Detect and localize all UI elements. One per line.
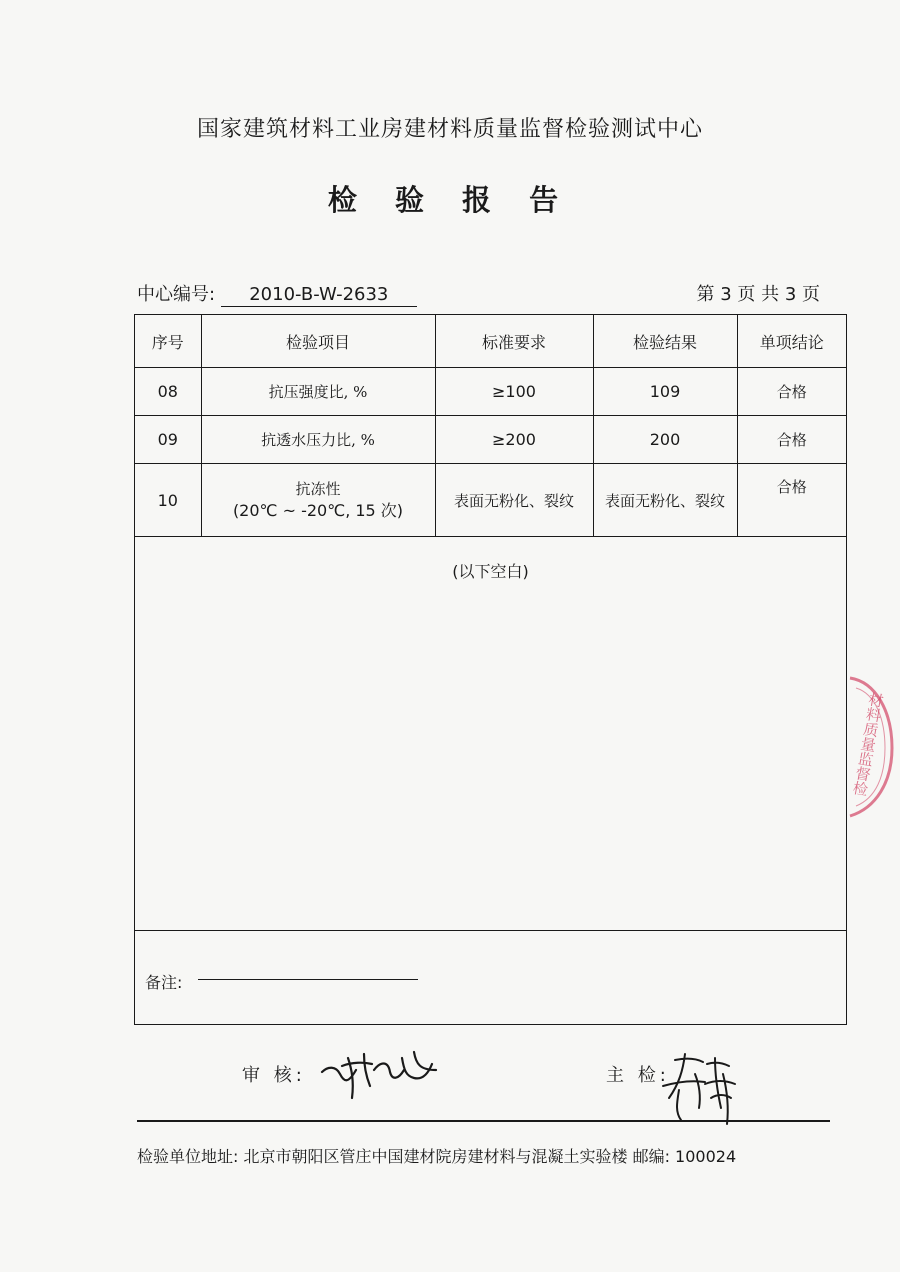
results-table (135, 315, 846, 537)
footer-divider (137, 1120, 830, 1122)
report-title: 检 验 报 告 (327, 183, 573, 217)
cell-requirement: 表面无粉化、裂纹 (435, 464, 593, 537)
cell-item: 抗压强度比, % (201, 368, 435, 416)
cell-no: 08 (135, 368, 201, 416)
inspector-label: 主 检: (606, 1065, 670, 1086)
header-no: 序号 (135, 315, 201, 368)
center-number-label: 中心编号: (137, 284, 216, 305)
cell-requirement: ≥100 (435, 368, 593, 416)
footer-address: 检验单位地址: 北京市朝阳区管庄中国建材院房建材料与混凝土实验楼 邮编: 100024 (137, 1147, 737, 1166)
inspector-signature (655, 1050, 745, 1130)
cell-item-line2: (20℃ ~ -20℃, 15 次) (232, 501, 404, 520)
center-number (137, 280, 417, 307)
table-row (135, 464, 846, 537)
org-name: 国家建筑材料工业房建材料质量监督检验测试中心 (196, 117, 703, 142)
cell-result: 109 (593, 368, 737, 416)
cell-result: 表面无粉化、裂纹 (593, 464, 737, 537)
remarks-line (198, 979, 418, 980)
reviewer-signature (318, 1040, 443, 1100)
header-item: 检验项目 (201, 315, 435, 368)
table-row (135, 368, 846, 416)
remarks-label: 备注: (145, 973, 183, 992)
cell-conclusion: 合格 (737, 464, 846, 537)
header-conclusion: 单项结论 (737, 315, 846, 368)
cell-conclusion: 合格 (737, 368, 846, 416)
cell-requirement: ≥200 (435, 416, 593, 464)
cell-item-line1: 抗冻性 (295, 480, 341, 498)
cell-item: 抗透水压力比, % (201, 416, 435, 464)
cell-no: 10 (135, 464, 201, 537)
cell-item (201, 464, 435, 537)
remarks-divider (135, 930, 846, 931)
cell-conclusion: 合格 (737, 416, 846, 464)
page-info: 第 3 页 共 3 页 (696, 284, 820, 305)
header-result: 检验结果 (593, 315, 737, 368)
header-requirement: 标准要求 (435, 315, 593, 368)
reviewer-label: 审 核: (242, 1065, 306, 1086)
center-number-value: 2010-B-W-2633 (221, 284, 417, 307)
table-header-row (135, 315, 846, 368)
seal-stamp-text: 材料质量监督检 (849, 690, 886, 798)
cell-result: 200 (593, 416, 737, 464)
cell-no: 09 (135, 416, 201, 464)
table-row (135, 416, 846, 464)
results-frame (134, 314, 847, 1025)
blank-note: (以下空白) (452, 562, 529, 581)
